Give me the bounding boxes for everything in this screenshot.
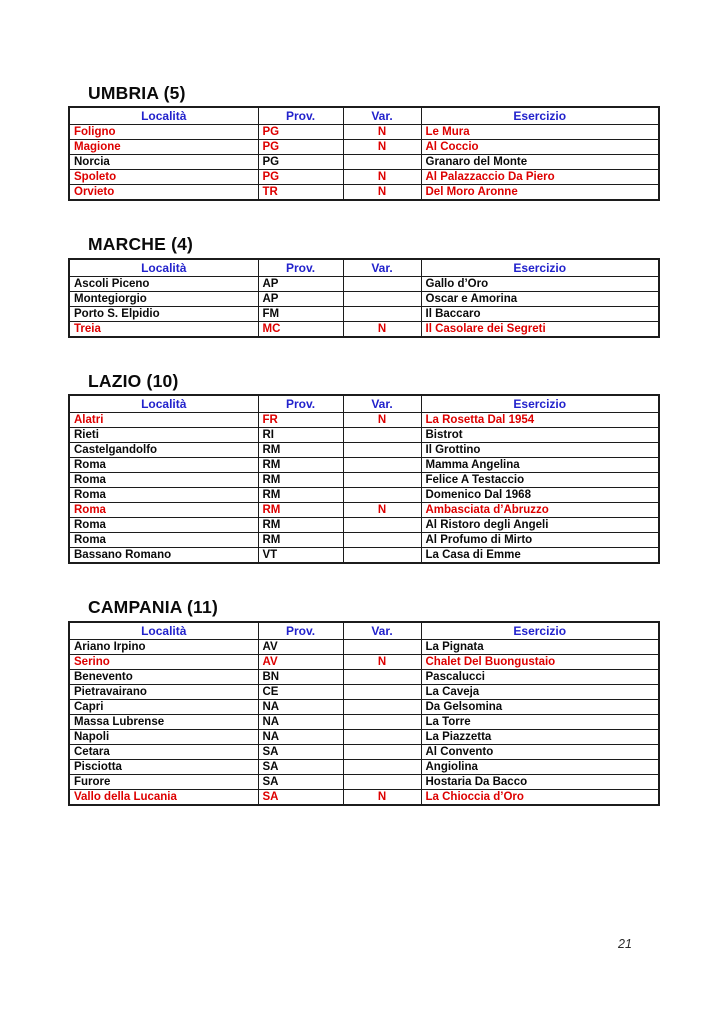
cell-esercizio: Al Profumo di Mirto (421, 533, 659, 548)
cell-esercizio: Mamma Angelina (421, 458, 659, 473)
region-table (68, 106, 660, 201)
cell-esercizio: Ambasciata d’Abruzzo (421, 503, 659, 518)
cell-var (343, 458, 421, 473)
page (68, 84, 660, 840)
table-header-row (69, 259, 659, 277)
cell-localita: Roma (69, 533, 258, 548)
region-title: LAZIO (10) (88, 370, 179, 391)
cell-localita: Bassano Romano (69, 548, 258, 564)
table-row (69, 276, 659, 291)
column-header-var: Var. (343, 107, 421, 125)
cell-localita: Pisciotta (69, 759, 258, 774)
cell-localita: Roma (69, 473, 258, 488)
table-row (69, 170, 659, 185)
cell-var: N (343, 789, 421, 805)
cell-esercizio: Il Casolare dei Segreti (421, 321, 659, 337)
cell-esercizio: La Caveja (421, 684, 659, 699)
cell-var (343, 669, 421, 684)
cell-prov: SA (258, 744, 343, 759)
cell-esercizio: Il Baccaro (421, 306, 659, 321)
table-row (69, 125, 659, 140)
cell-var (343, 699, 421, 714)
cell-var (343, 639, 421, 654)
table-row (69, 684, 659, 699)
cell-esercizio: La Pignata (421, 639, 659, 654)
cell-var (343, 684, 421, 699)
cell-var (343, 714, 421, 729)
cell-prov: PG (258, 170, 343, 185)
table-row (69, 503, 659, 518)
table-row (69, 518, 659, 533)
cell-localita: Serino (69, 654, 258, 669)
cell-esercizio: Granaro del Monte (421, 155, 659, 170)
cell-prov: MC (258, 321, 343, 337)
cell-var (343, 276, 421, 291)
table-row (69, 291, 659, 306)
cell-esercizio: Del Moro Aronne (421, 185, 659, 201)
region-section (68, 84, 660, 201)
cell-esercizio: Pascalucci (421, 669, 659, 684)
cell-localita: Furore (69, 774, 258, 789)
cell-prov: VT (258, 548, 343, 564)
cell-localita: Orvieto (69, 185, 258, 201)
column-header-localita: Località (69, 622, 258, 640)
cell-prov: AV (258, 639, 343, 654)
cell-esercizio: La Piazzetta (421, 729, 659, 744)
cell-var (343, 774, 421, 789)
table-row (69, 306, 659, 321)
region-section (68, 235, 660, 337)
cell-prov: RM (258, 503, 343, 518)
table-row (69, 488, 659, 503)
cell-prov: RM (258, 533, 343, 548)
table-row (69, 413, 659, 428)
cell-localita: Montegiorgio (69, 291, 258, 306)
cell-prov: FR (258, 413, 343, 428)
table-row (69, 714, 659, 729)
cell-localita: Capri (69, 699, 258, 714)
cell-prov: NA (258, 714, 343, 729)
column-header-var: Var. (343, 622, 421, 640)
column-header-var: Var. (343, 259, 421, 277)
column-header-esercizio: Esercizio (421, 622, 659, 640)
cell-prov: SA (258, 789, 343, 805)
table-row (69, 458, 659, 473)
table-header-row (69, 395, 659, 413)
column-header-prov: Prov. (258, 622, 343, 640)
table-row (69, 774, 659, 789)
cell-localita: Alatri (69, 413, 258, 428)
cell-esercizio: Hostaria Da Bacco (421, 774, 659, 789)
cell-var: N (343, 185, 421, 201)
cell-localita: Rieti (69, 428, 258, 443)
cell-localita: Vallo della Lucania (69, 789, 258, 805)
cell-prov: SA (258, 759, 343, 774)
cell-localita: Castelgandolfo (69, 443, 258, 458)
table-row (69, 473, 659, 488)
region-table (68, 621, 660, 806)
cell-esercizio: Al Coccio (421, 140, 659, 155)
table-row (69, 789, 659, 805)
cell-var: N (343, 503, 421, 518)
cell-localita: Roma (69, 503, 258, 518)
column-header-prov: Prov. (258, 395, 343, 413)
cell-esercizio: Chalet Del Buongustaio (421, 654, 659, 669)
cell-var: N (343, 170, 421, 185)
cell-localita: Norcia (69, 155, 258, 170)
cell-var (343, 306, 421, 321)
cell-localita: Magione (69, 140, 258, 155)
cell-localita: Massa Lubrense (69, 714, 258, 729)
table-row (69, 548, 659, 564)
cell-localita: Foligno (69, 125, 258, 140)
cell-esercizio: Al Convento (421, 744, 659, 759)
cell-prov: RM (258, 443, 343, 458)
cell-esercizio: Le Mura (421, 125, 659, 140)
cell-localita: Treia (69, 321, 258, 337)
table-header-row (69, 622, 659, 640)
cell-prov: AP (258, 276, 343, 291)
column-header-esercizio: Esercizio (421, 395, 659, 413)
table-header-row (69, 107, 659, 125)
cell-esercizio: Felice A Testaccio (421, 473, 659, 488)
region-title: CAMPANIA (11) (88, 597, 218, 618)
column-header-localita: Località (69, 259, 258, 277)
cell-var: N (343, 125, 421, 140)
cell-var: N (343, 321, 421, 337)
column-header-var: Var. (343, 395, 421, 413)
cell-var (343, 473, 421, 488)
cell-prov: NA (258, 729, 343, 744)
cell-localita: Porto S. Elpidio (69, 306, 258, 321)
cell-var: N (343, 413, 421, 428)
cell-prov: SA (258, 774, 343, 789)
cell-prov: PG (258, 155, 343, 170)
cell-var (343, 518, 421, 533)
table-row (69, 185, 659, 201)
cell-localita: Cetara (69, 744, 258, 759)
cell-var (343, 744, 421, 759)
cell-var (343, 488, 421, 503)
cell-var (343, 443, 421, 458)
table-row (69, 155, 659, 170)
cell-localita: Benevento (69, 669, 258, 684)
cell-prov: RI (258, 428, 343, 443)
cell-esercizio: Oscar e Amorina (421, 291, 659, 306)
cell-localita: Ariano Irpino (69, 639, 258, 654)
table-row (69, 639, 659, 654)
cell-localita: Spoleto (69, 170, 258, 185)
cell-esercizio: Il Grottino (421, 443, 659, 458)
cell-prov: AP (258, 291, 343, 306)
cell-esercizio: Da Gelsomina (421, 699, 659, 714)
table-row (69, 428, 659, 443)
cell-localita: Ascoli Piceno (69, 276, 258, 291)
cell-esercizio: Bistrot (421, 428, 659, 443)
table-row (69, 533, 659, 548)
cell-prov: RM (258, 473, 343, 488)
cell-var: N (343, 140, 421, 155)
table-row (69, 443, 659, 458)
cell-esercizio: Gallo d’Oro (421, 276, 659, 291)
cell-prov: NA (258, 699, 343, 714)
region-section (68, 598, 660, 805)
cell-prov: PG (258, 125, 343, 140)
cell-prov: RM (258, 458, 343, 473)
cell-prov: AV (258, 654, 343, 669)
cell-var (343, 729, 421, 744)
cell-esercizio: Al Palazzaccio Da Piero (421, 170, 659, 185)
cell-esercizio: La Rosetta Dal 1954 (421, 413, 659, 428)
cell-localita: Roma (69, 518, 258, 533)
region-table (68, 394, 660, 564)
column-header-localita: Località (69, 395, 258, 413)
table-row (69, 669, 659, 684)
cell-esercizio: La Chioccia d’Oro (421, 789, 659, 805)
table-row (69, 140, 659, 155)
cell-var (343, 533, 421, 548)
cell-var (343, 548, 421, 564)
cell-esercizio: Angiolina (421, 759, 659, 774)
region-title: MARCHE (4) (88, 234, 194, 255)
cell-var: N (343, 654, 421, 669)
cell-prov: PG (258, 140, 343, 155)
region-title: UMBRIA (5) (88, 83, 186, 103)
cell-var (343, 291, 421, 306)
cell-localita: Pietravairano (69, 684, 258, 699)
region-section (68, 372, 660, 564)
column-header-localita: Località (69, 107, 258, 125)
table-row (69, 654, 659, 669)
cell-prov: BN (258, 669, 343, 684)
cell-prov: CE (258, 684, 343, 699)
cell-var (343, 759, 421, 774)
cell-prov: RM (258, 488, 343, 503)
cell-localita: Napoli (69, 729, 258, 744)
column-header-prov: Prov. (258, 107, 343, 125)
table-row (69, 321, 659, 337)
column-header-prov: Prov. (258, 259, 343, 277)
table-row (69, 759, 659, 774)
cell-prov: RM (258, 518, 343, 533)
cell-esercizio: La Casa di Emme (421, 548, 659, 564)
cell-var (343, 155, 421, 170)
table-row (69, 729, 659, 744)
region-table (68, 258, 660, 338)
page-number: 21 (618, 937, 632, 951)
cell-prov: FM (258, 306, 343, 321)
table-row (69, 744, 659, 759)
column-header-esercizio: Esercizio (421, 259, 659, 277)
cell-localita: Roma (69, 458, 258, 473)
cell-var (343, 428, 421, 443)
cell-prov: TR (258, 185, 343, 201)
cell-esercizio: Domenico Dal 1968 (421, 488, 659, 503)
column-header-esercizio: Esercizio (421, 107, 659, 125)
cell-esercizio: La Torre (421, 714, 659, 729)
cell-esercizio: Al Ristoro degli Angeli (421, 518, 659, 533)
table-row (69, 699, 659, 714)
cell-localita: Roma (69, 488, 258, 503)
